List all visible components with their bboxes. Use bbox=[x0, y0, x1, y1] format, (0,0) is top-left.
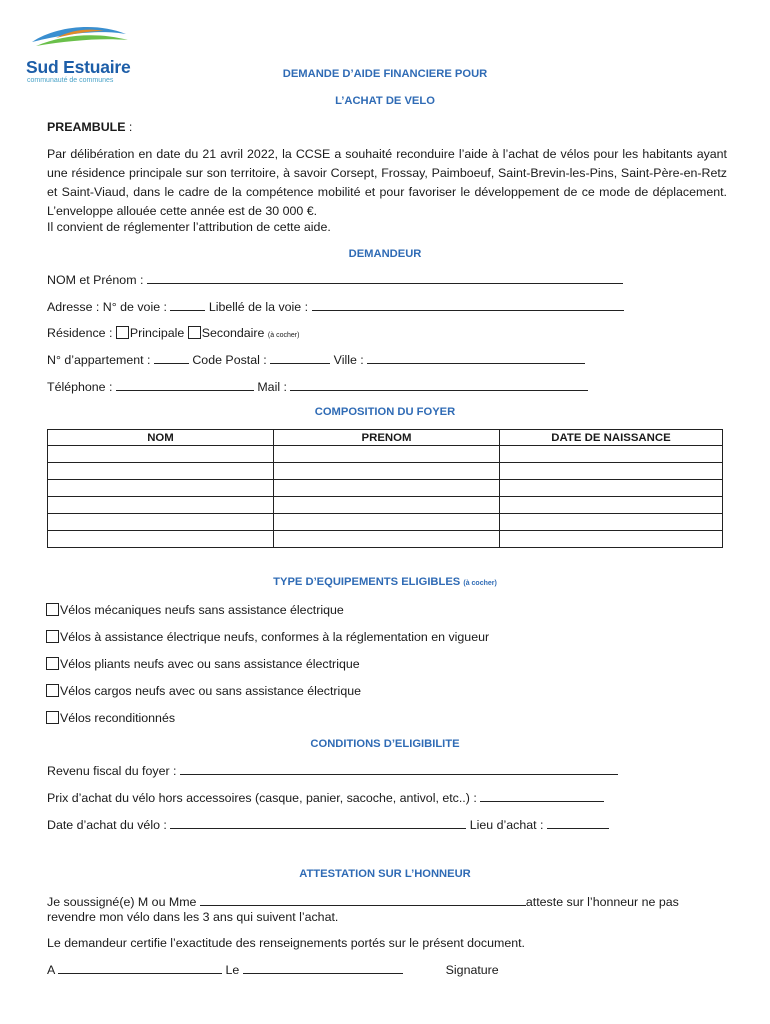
nom-prenom-label: NOM et Prénom : bbox=[47, 273, 144, 287]
col-nom: NOM bbox=[48, 430, 274, 446]
a-label: A bbox=[47, 963, 55, 977]
table-cell[interactable] bbox=[274, 497, 500, 514]
code-postal-field[interactable] bbox=[270, 352, 330, 364]
lieu-signature-field[interactable] bbox=[58, 962, 222, 974]
logo-subtitle: communauté de communes bbox=[27, 77, 114, 84]
table-cell[interactable] bbox=[500, 480, 723, 497]
preambule-heading: PREAMBULE : bbox=[47, 120, 133, 134]
certifie-text: Le demandeur certifie l’exactitude des renseignements portés sur le présent document. bbox=[47, 936, 525, 950]
table-cell[interactable] bbox=[500, 514, 723, 531]
lieu-achat-label: Lieu d’achat : bbox=[469, 818, 544, 832]
soussigne-field[interactable] bbox=[200, 894, 526, 906]
libelle-voie-field[interactable] bbox=[312, 299, 624, 311]
equipement-item bbox=[46, 657, 360, 671]
foyer-heading: COMPOSITION DU FOYER bbox=[314, 406, 456, 418]
appartement-field[interactable] bbox=[154, 352, 189, 364]
adresse-row bbox=[47, 299, 624, 314]
equipement-item bbox=[46, 603, 344, 617]
equipement-label: Vélos pliants neufs avec ou sans assistance électrique bbox=[60, 657, 360, 671]
lieu-achat-field[interactable] bbox=[547, 817, 609, 829]
demandeur-heading: DEMANDEUR bbox=[348, 248, 422, 260]
mail-label: Mail : bbox=[257, 380, 287, 394]
equipement-checkbox[interactable] bbox=[46, 711, 59, 724]
table-row bbox=[48, 480, 723, 497]
table-cell[interactable] bbox=[500, 531, 723, 548]
table-cell[interactable] bbox=[274, 463, 500, 480]
date-achat-field[interactable] bbox=[170, 817, 466, 829]
revenu-label: Revenu fiscal du foyer : bbox=[47, 764, 177, 778]
logo-name: Sud Estuaire bbox=[26, 57, 131, 77]
table-cell[interactable] bbox=[500, 497, 723, 514]
table-cell[interactable] bbox=[500, 463, 723, 480]
table-row bbox=[48, 531, 723, 548]
table-cell[interactable] bbox=[274, 531, 500, 548]
page-title: DEMANDE D’AIDE FINANCIERE POUR bbox=[282, 68, 488, 80]
date-signature-field[interactable] bbox=[243, 962, 403, 974]
code-postal-label: Code Postal : bbox=[192, 353, 267, 367]
soussigne-row bbox=[47, 894, 679, 909]
ville-label: Ville : bbox=[333, 353, 364, 367]
table-cell[interactable] bbox=[274, 514, 500, 531]
appartement-label: N° d’appartement : bbox=[47, 353, 151, 367]
table-row bbox=[48, 446, 723, 463]
atteste-line2: revendre mon vélo dans les 3 ans qui suivent l’achat. bbox=[47, 910, 339, 924]
logo-wave-icon bbox=[26, 22, 136, 58]
nom-prenom-row bbox=[47, 272, 623, 287]
equipement-item bbox=[46, 711, 175, 725]
table-row bbox=[48, 497, 723, 514]
equipement-label: Vélos mécaniques neufs sans assistance électrique bbox=[60, 603, 344, 617]
telephone-row bbox=[47, 379, 588, 394]
attestation-heading: ATTESTATION SUR L’HONNEUR bbox=[299, 868, 471, 880]
table-row bbox=[48, 463, 723, 480]
date-achat-row bbox=[47, 817, 609, 832]
prix-row bbox=[47, 790, 604, 805]
numero-voie-field[interactable] bbox=[170, 299, 205, 311]
signature-row bbox=[47, 962, 499, 977]
revenu-field[interactable] bbox=[180, 763, 618, 775]
residence-a-cocher: (à cocher) bbox=[267, 332, 300, 339]
signature-label: Signature bbox=[445, 963, 499, 977]
date-achat-label: Date d’achat du vélo : bbox=[47, 818, 167, 832]
residence-label: Résidence : bbox=[47, 326, 113, 340]
equipement-item bbox=[46, 630, 489, 644]
page-subtitle: L’ACHAT DE VELO bbox=[335, 95, 435, 107]
table-cell[interactable] bbox=[48, 463, 274, 480]
equipement-checkbox[interactable] bbox=[46, 630, 59, 643]
equipement-checkbox[interactable] bbox=[46, 684, 59, 697]
mail-field[interactable] bbox=[290, 379, 588, 391]
col-date-naissance: DATE DE NAISSANCE bbox=[500, 430, 723, 446]
equipements-heading: TYPE D’EQUIPEMENTS ELIGIBLES (à cocher) bbox=[273, 576, 497, 588]
libelle-label: Libellé de la voie : bbox=[208, 300, 309, 314]
telephone-field[interactable] bbox=[116, 379, 254, 391]
table-cell[interactable] bbox=[48, 514, 274, 531]
table-cell[interactable] bbox=[48, 497, 274, 514]
principale-label: Principale bbox=[129, 326, 185, 340]
prix-label: Prix d’achat du vélo hors accessoires (casque, panier, sacoche, antivol, etc..) : bbox=[47, 791, 477, 805]
preambule-note: Il convient de réglementer l’attribution de cette aide. bbox=[47, 220, 331, 234]
prix-field[interactable] bbox=[480, 790, 604, 802]
equipement-item bbox=[46, 684, 361, 698]
equipement-label: Vélos reconditionnés bbox=[60, 711, 176, 725]
equipement-label: Vélos cargos neufs avec ou sans assistance électrique bbox=[60, 684, 361, 698]
revenu-row bbox=[47, 763, 618, 778]
appartement-row bbox=[47, 352, 585, 367]
ville-field[interactable] bbox=[367, 352, 585, 364]
table-row bbox=[48, 514, 723, 531]
conditions-heading: CONDITIONS D’ELIGIBILITE bbox=[310, 738, 460, 750]
principale-checkbox[interactable] bbox=[116, 326, 129, 339]
table-cell[interactable] bbox=[274, 480, 500, 497]
le-label: Le bbox=[225, 963, 240, 977]
table-cell[interactable] bbox=[48, 531, 274, 548]
soussigne-label: Je soussigné(e) M ou Mme bbox=[47, 895, 197, 909]
col-prenom: PRENOM bbox=[274, 430, 500, 446]
equipement-checkbox[interactable] bbox=[46, 603, 59, 616]
foyer-header-row bbox=[48, 430, 723, 446]
table-cell[interactable] bbox=[274, 446, 500, 463]
equipement-label: Vélos à assistance électrique neufs, conformes à la réglementation en vigueur bbox=[60, 630, 490, 644]
residence-row bbox=[47, 326, 299, 340]
table-cell[interactable] bbox=[48, 480, 274, 497]
secondaire-checkbox[interactable] bbox=[188, 326, 201, 339]
atteste-label: atteste sur l’honneur ne pas bbox=[525, 895, 679, 909]
adresse-label: Adresse : N° de voie : bbox=[47, 300, 167, 314]
preambule-paragraph: Par délibération en date du 21 avril 2022, la CCSE a souhaité reconduire l’aide à l’achat de vélos pour les habitants ayant une résidence principale sur son territoire, à savoir Corsept, Frossay, Paimboeuf, Saint-Brevin-les-Pins, Saint-Père-en-Retz et Saint-Viaud, dans le cadre de la compétence mobilité et pour favoriser le développement de ce mode de déplacement. L’enveloppe allouée cette année est de 30 000 €. bbox=[47, 147, 727, 218]
secondaire-label: Secondaire bbox=[201, 326, 265, 340]
foyer-table bbox=[47, 429, 723, 548]
equipement-checkbox[interactable] bbox=[46, 657, 59, 670]
telephone-label: Téléphone : bbox=[47, 380, 113, 394]
nom-prenom-field[interactable] bbox=[147, 272, 623, 284]
table-cell[interactable] bbox=[48, 446, 274, 463]
table-cell[interactable] bbox=[500, 446, 723, 463]
